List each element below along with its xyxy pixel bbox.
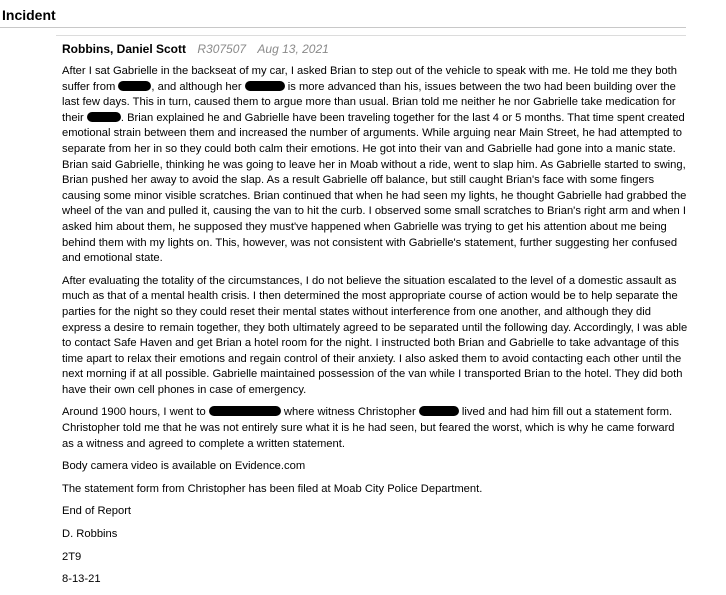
text-span: lived and had him fill out a statement form. Christopher told me that he was not entirely sure what it is he had seen, but feared the worst, which is why he came forward as a witness and agreed to complete a written statement. — [62, 406, 675, 450]
text-span: where witness Christopher — [280, 406, 419, 419]
text-span: , and although her — [151, 80, 245, 93]
report-date: Aug 13, 2021 — [257, 42, 329, 56]
text-span: Around 1900 hours, I went to — [62, 406, 209, 419]
signature-line: 8-13-21 — [62, 573, 101, 586]
redaction-block — [87, 112, 121, 122]
signature-block — [62, 504, 688, 587]
author-name: Robbins, Daniel Scott — [62, 42, 187, 56]
narrative-paragraph: The statement form from Christopher has been filed at Moab City Police Department. — [62, 482, 483, 495]
signature-line: End of Report — [62, 505, 132, 518]
text-span: is more advanced than his, issues between the two had been building over the last few days. This in turn, caused them to argue more than usual. Brian told me neither he nor Gabrielle take medication for their — [62, 80, 676, 124]
narrative-paragraph: Body camera video is available on Evidence.com — [62, 460, 306, 473]
entry-header — [62, 42, 329, 56]
redaction-block — [118, 81, 151, 91]
text-span: . Brian explained he and Gabrielle have been traveling together for the last 4 or 5 months. That time spent created emotional strain between them and increased the number of arguments. While arguing near Main Street, he had attempted to separate from her in so they could both calm their emotions. He got into their van and Gabrielle had gone into a manic state. Brian said Gabrielle, thinking he was going to leave her in Moab without a ride, went to slap him. As Gabrielle started to swing, Brian pushed her away to avoid the slap. As a result Gabrielle off balance, but still caught Brian's face with some fingers causing some minor visible scratches. Brian continued that when he had seen my lights, he thought Gabrielle had grabbed the wheel of the van and pulled it, causing the van to hit the curb. I observed some small scratches to Brian's right arm and when I asked him about them, he supposed they must've happened when Gabrielle was trying to get his attention about me being behind them with my lights on. This, however, was not consistent with Gabrielle's statement, further suggesting her confused and emotional state. — [62, 111, 687, 265]
report-id: R307507 — [197, 42, 247, 56]
text-span: After I sat Gabrielle in the backseat of my car, I asked Brian to step out of the vehicle to speak with me. He told me they both suffer from — [62, 65, 678, 93]
narrative-paragraph: After evaluating the totality of the circumstances, I do not believe the situation escalated to the level of a domestic assault as much as that of a mental health crisis. I then determined the most appropriate course of action would be to help separate the parties for the night so they could reset their mental states without interference from one another, and although they did express a desire to remain together, they both ultimately agreed to be separated until the following day. Accordingly, I was able to contact Safe Haven and get Brian a hotel room for the night. I instructed both Brian and Gabrielle to take advantage of this time apart to relax their emotions and regain control of their anxiety. I also asked them to avoid contacting each other until the next morning if at all possible. Gabrielle maintained possession of the van while I transported Brian to the hotel. They did both have their own cell phones in case of emergency. — [62, 274, 688, 396]
narrative-body — [62, 64, 688, 595]
redaction-block — [209, 406, 281, 416]
signature-line: D. Robbins — [62, 528, 118, 541]
incident-section-header — [0, 6, 686, 28]
narrative-paragraph — [62, 405, 688, 452]
redaction-block — [419, 406, 459, 416]
redaction-block — [245, 81, 285, 91]
signature-line: 2T9 — [62, 550, 82, 563]
section-title: Incident — [2, 7, 56, 23]
narrative-paragraph — [62, 64, 688, 267]
entry-divider — [56, 35, 686, 36]
